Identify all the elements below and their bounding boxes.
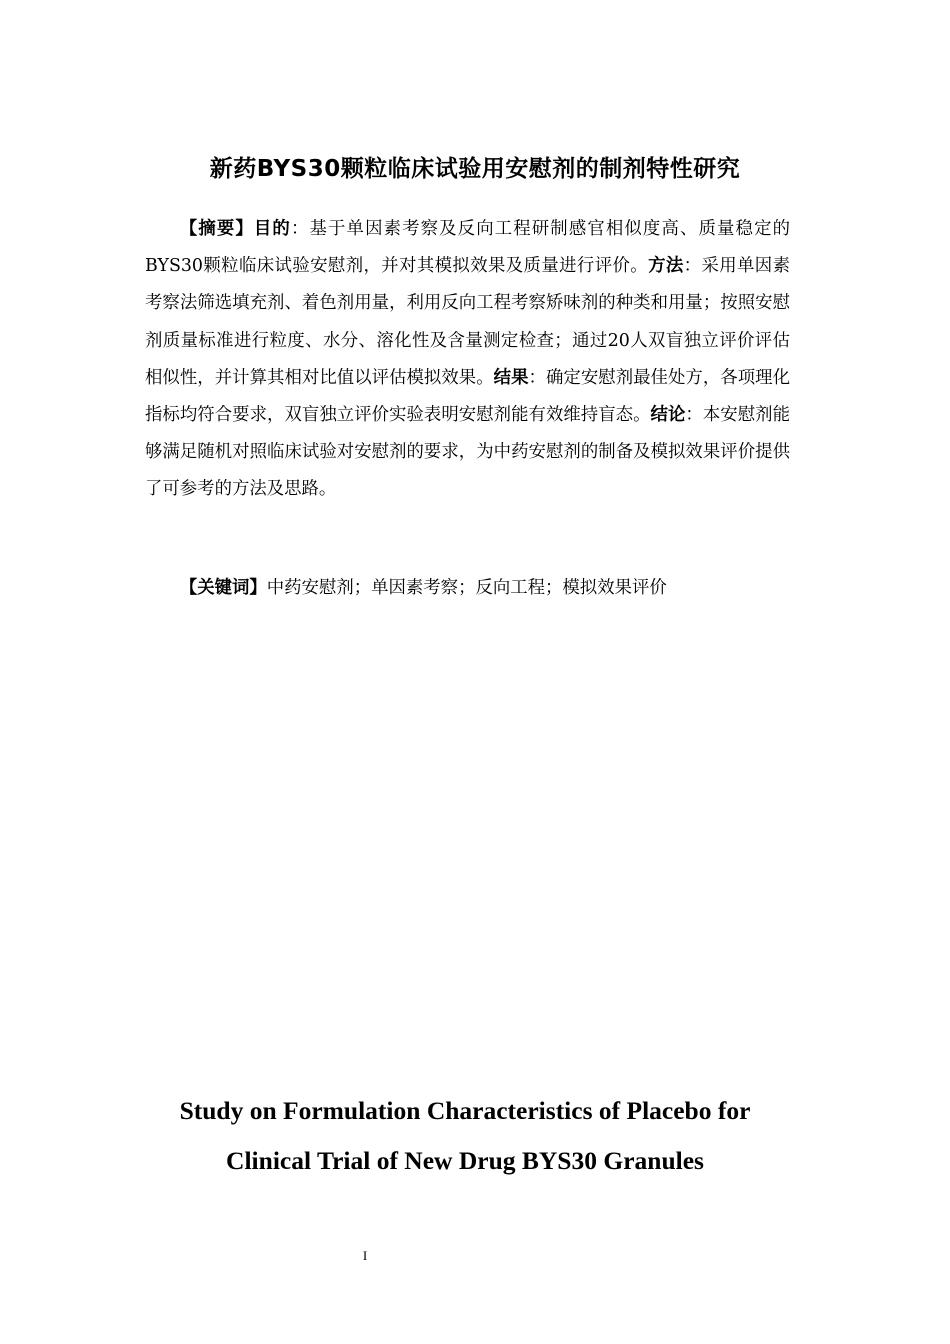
conclusion-label: 结论 [650, 405, 686, 426]
keywords-line [145, 570, 790, 607]
abstract-label: 【摘要】 [179, 219, 254, 239]
chinese-title: 新药BYS30颗粒临床试验用安慰剂的制剂特性研究 [209, 156, 741, 182]
keywords-label: 【关键词】 [179, 578, 267, 598]
english-title-line2: Clinical Trial of New Drug BYS30 Granules [226, 1146, 704, 1175]
english-title [0, 1086, 930, 1186]
objective-text: ：基于单因素考察及反向工程研制感官相似度高、质量稳定的BYS30颗粒临床试验安慰剂，并对其模拟效果及质量进行评价。 [145, 219, 790, 277]
conclusion-text: ：本安慰剂能够满足随机对照临床试验对安慰剂的要求，为中药安慰剂的制备及模拟效果评价提供了可参考的方法及思路。 [145, 405, 790, 500]
english-title-line1: Study on Formulation Characteristics of Placebo for [179, 1096, 751, 1125]
results-text: ：确定安慰剂最佳处方，各项理化指标均符合要求，双盲独立评价实验表明安慰剂能有效维持盲态。 [145, 367, 790, 426]
abstract-paragraph [145, 211, 790, 509]
objective-label: 目的 [253, 219, 291, 239]
methods-label: 方法 [648, 256, 684, 277]
page-number: I [362, 1248, 368, 1263]
keywords-text: 中药安慰剂；单因素考察；反向工程；模拟效果评价 [266, 578, 667, 598]
methods-text: ：采用单因素考察法筛选填充剂、着色剂用量，利用反向工程考察矫味剂的种类和用量；按照安慰剂质量标准进行粒度、水分、溶化性及含量测定检查；通过20人双盲独立评价评估相似性，并计算其相对比值以评估模拟效果。 [145, 256, 790, 388]
results-label: 结果 [493, 367, 529, 388]
abstract-section [145, 211, 790, 509]
